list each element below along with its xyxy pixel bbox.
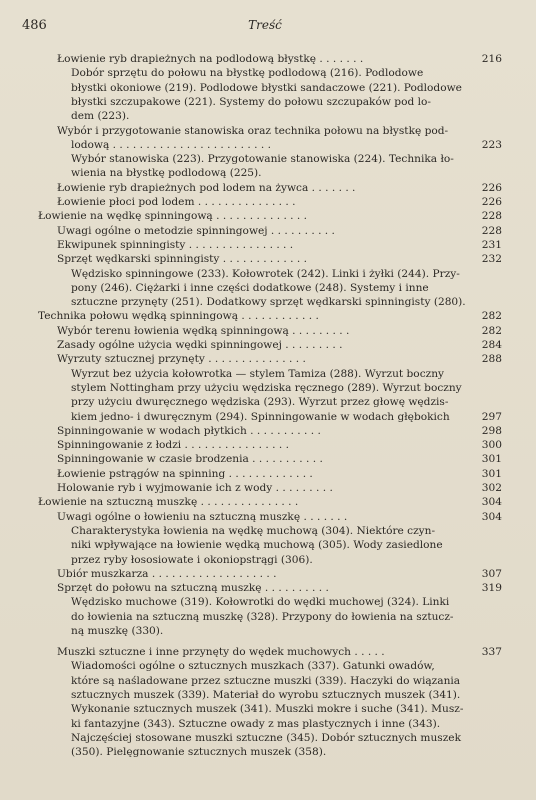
toc-entry: Muszki sztuczne i inne przynęty do wędek muchowych . . . . . [57, 646, 385, 658]
toc-subentry: dem (223). [71, 110, 130, 123]
toc-chapter: Łowienie na wędkę spinningową . . . . . . . . . . . . . . [38, 210, 308, 223]
toc-subentry: Wędzisko spinningowe (233). Kołowrotek (242). Linki i żyłki (244). Przy- [71, 267, 460, 280]
toc-entry: Łowienie pstrągów na spinning . . . . . . . . . . . . . [57, 467, 313, 480]
toc-entry: Spinningowanie z łodzi . . . . . . . . . . . . . . . . [57, 439, 289, 452]
toc-subentry: sztucznych muszek (339). Materiał do wyrobu sztucznych muszek (341). [71, 688, 461, 701]
toc-entry: lodową . . . . . . . . . . . . . . . . . . . . . . . . [71, 138, 271, 151]
toc-subentry: niki wpływające na łowienie wędką muchową (305). Wody zasiedlone [71, 539, 443, 552]
running-title: Treść [248, 18, 282, 32]
page-number: 486 [22, 18, 47, 33]
toc-subentry: do łowienia na sztuczną muszkę (328). Przypony do łowienia na sztucz- [71, 610, 454, 623]
toc-entry: Sprzęt wędkarski spinningisty . . . . . . . . . . . . . [57, 253, 307, 266]
toc-page: 228 [481, 210, 502, 223]
toc-subentry: Wybór stanowiska (223). Przygotowanie stanowiska (224). Technika ło- [71, 153, 454, 166]
toc-entry: Wybór i przygotowanie stanowiska oraz technika połowu na błystkę pod- [57, 124, 449, 137]
toc-subentry: które są naśladowane przez sztuczne muszki (339). Haczyki do wiązania [71, 674, 461, 687]
toc-page: 288 [481, 353, 502, 366]
toc-page: 304 [481, 510, 502, 523]
toc-page: 337 [481, 646, 502, 658]
toc-subentry: błystki szczupakowe (221). Systemy do połowu szczupaków pod lo- [71, 95, 431, 108]
toc-page: 228 [481, 224, 502, 237]
toc-subentry: sztuczne przynęty (251). Dodatkowy sprzęt wędkarski spinningisty (280). [71, 296, 466, 309]
toc-subentry: kiem jedno- i dwuręcznym (294). Spinningowanie w wodach głębokich [71, 410, 450, 423]
toc-page: 216 [481, 53, 502, 65]
toc-page: 223 [481, 138, 502, 151]
toc-subentry: Wędzisko muchowe (319). Kołowrotki do wędki muchowej (324). Linki [71, 596, 450, 609]
toc-entry: Wyrzuty sztucznej przynęty . . . . . . . . . . . . . . . [57, 353, 306, 366]
toc-entry: Spinningowanie w wodach płytkich . . . . . . . . . . . [57, 424, 321, 437]
toc-entry: Ubiór muszkarza . . . . . . . . . . . . . . . . . . . [57, 567, 277, 580]
toc-page: 231 [481, 238, 502, 251]
toc-page: 232 [481, 253, 502, 266]
toc-subentry: Wiadomości ogólne o sztucznych muszkach (337). Gatunki owadów, [71, 660, 435, 673]
toc-entry: Ekwipunek spinningisty . . . . . . . . . . . . . . . . [57, 238, 294, 251]
toc-chapter: Łowienie na sztuczną muszkę . . . . . . . . . . . . . . . [38, 496, 299, 509]
toc-subentry: pony (246). Ciężarki i inne części dodatkowe (248). Systemy i inne [71, 281, 429, 294]
toc-page: 226 [481, 181, 502, 194]
toc-page: 301 [481, 453, 502, 466]
toc-subentry: Dobór sprzętu do połowu na błystkę podlodową (216). Podlodowe [71, 67, 424, 80]
toc-page: 307 [481, 567, 502, 580]
toc-page: 302 [481, 482, 502, 494]
toc-subentry: stylem Nottingham przy użyciu wędziska ręcznego (289). Wyrzut boczny [71, 381, 462, 394]
toc-entry: Uwagi ogólne o łowieniu na sztuczną muszkę . . . . . . . [57, 510, 348, 523]
toc-page: 284 [481, 339, 502, 351]
toc-subentry: przy użyciu dwuręcznego wędziska (293). Wyrzut przez głowę wędzis- [71, 396, 449, 409]
toc-subentry: Wyrzut bez użycia kołowrotka — stylem Tamiza (288). Wyrzut boczny [71, 367, 445, 380]
toc-entry: Spinningowanie w czasie brodzenia . . . . . . . . . . . [57, 453, 323, 466]
toc-page: 297 [481, 410, 502, 423]
toc-entry: Zasady ogólne użycia wędki spinningowej . . . . . . . . . [57, 339, 343, 351]
toc-entry: Łowienie ryb drapieżnych pod lodem na żywca . . . . . . . [57, 181, 356, 194]
toc-page: 282 [481, 310, 502, 323]
toc-page: 304 [481, 496, 502, 509]
toc-entry: Uwagi ogólne o metodzie spinningowej . . . . . . . . . . [57, 224, 335, 237]
toc-page: 298 [481, 424, 502, 437]
toc-subentry: ną muszkę (330). [71, 625, 164, 637]
toc-entry: Holowanie ryb i wyjmowanie ich z wody . . . . . . . . . [57, 482, 333, 494]
toc-entry: Wybór terenu łowienia wędką spinningową . . . . . . . . . [57, 324, 350, 337]
toc-chapter: Technika połowu wędką spinningową . . . . . . . . . . . . [38, 310, 319, 323]
toc-subentry: wienia na błystkę podlodową (225). [71, 167, 262, 180]
toc-entry: Łowienie ryb drapieżnych na podlodową błystkę . . . . . . . [57, 53, 364, 65]
toc-page: 226 [481, 196, 502, 208]
toc-entry: Sprzęt do połowu na sztuczną muszkę . . . . . . . . . . [57, 582, 329, 595]
toc-subentry: przez ryby łososiowate i okoniopstrągi (306). [71, 553, 313, 566]
toc-subentry: błystki okoniowe (219). Podlodowe błystki sandaczowe (221). Podlodowe [71, 81, 462, 94]
toc-page: 300 [481, 439, 502, 452]
toc-page: 319 [481, 582, 502, 595]
toc-subentry: Najczęściej stosowane muszki sztuczne (345). Dobór sztucznych muszek [71, 731, 461, 744]
toc-entry: Łowienie płoci pod lodem . . . . . . . . . . . . . . . [57, 196, 296, 208]
toc-subentry: (350). Pielęgnowanie sztucznych muszek (358). [71, 746, 327, 759]
toc-page: 282 [481, 324, 502, 337]
toc-subentry: Wykonanie sztucznych muszek (341). Muszki mokre i suche (341). Musz- [71, 703, 464, 716]
page-header [22, 18, 508, 38]
toc-subentry: ki fantazyjne (343). Sztuczne owady z mas plastycznych i inne (343). [71, 717, 441, 730]
toc-subentry: Charakterystyka łowienia na wędkę muchową (304). Niektóre czyn- [71, 524, 436, 537]
toc-page: 301 [481, 467, 502, 480]
